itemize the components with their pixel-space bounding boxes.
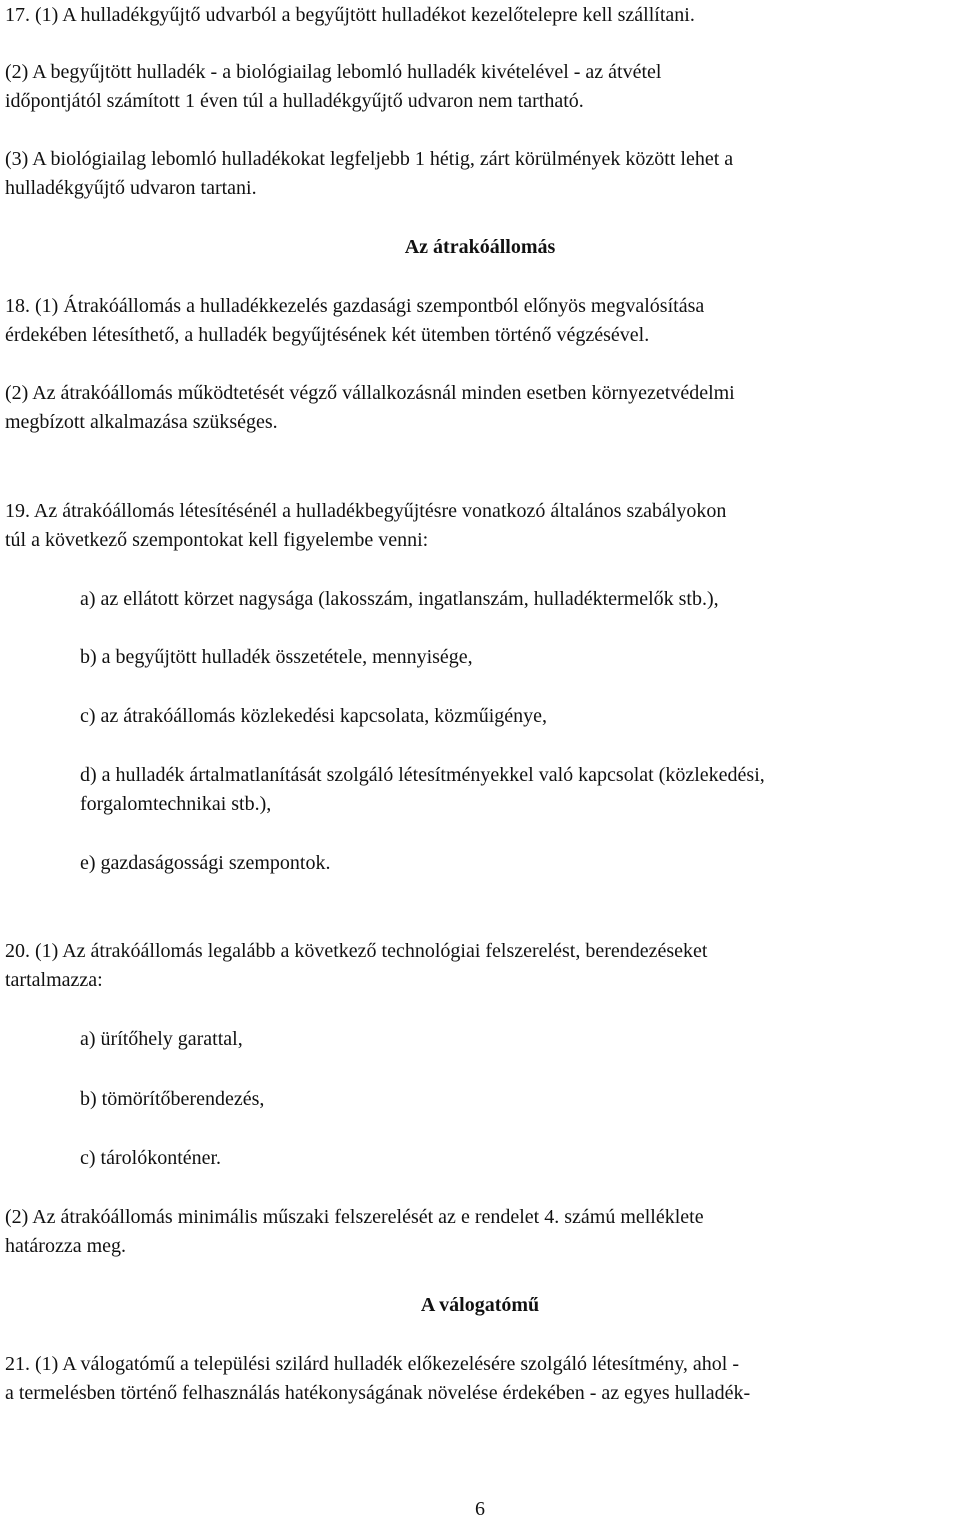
heading-atrakoallomas: Az átrakóállomás [404, 236, 556, 258]
section-19-item-a: a) az ellátott körzet nagysága (lakosszám, ingatlanszám, hulladéktermelők stb.), [80, 588, 719, 610]
section-20-item-b: b) tömörítőberendezés, [80, 1088, 265, 1110]
section-20-intro-line-1: 20. (1) Az átrakóállomás legalább a következő technológiai felszerelést, berendezéseket [5, 940, 708, 962]
page-number: 6 [475, 1498, 485, 1520]
section-21-paragraph-1-line-2: a termelésben történő felhasználás hatékonyságának növelése érdekében - az egyes hulladék- [5, 1382, 751, 1404]
section-19-item-d-line-2: forgalomtechnikai stb.), [80, 793, 272, 815]
section-19-item-c: c) az átrakóállomás közlekedési kapcsolata, közműigénye, [80, 705, 548, 727]
section-17-paragraph-2-line-2: időpontjától számított 1 éven túl a hulladékgyűjtő udvaron nem tartható. [5, 90, 584, 112]
section-17-paragraph-3-line-1: (3) A biológiailag lebomló hulladékokat legfeljebb 1 hétig, zárt körülmények között lehet a [5, 148, 734, 170]
section-19-intro-line-2: túl a következő szempontokat kell figyelembe venni: [5, 529, 429, 551]
section-18-paragraph-1-line-1: 18. (1) Átrakóállomás a hulladékkezelés gazdasági szempontból előnyös megvalósítása [5, 295, 705, 317]
section-19-intro-line-1: 19. Az átrakóállomás létesítésénél a hulladékbegyűjtésre vonatkozó általános szabályokon [5, 500, 727, 522]
section-17-paragraph-1: 17. (1) A hulladékgyűjtő udvarból a begyűjtött hulladékot kezelőtelepre kell szállítani. [5, 4, 695, 26]
section-18-paragraph-1-line-2: érdekében létesíthető, a hulladék begyűjtésének két ütemben történő végzésével. [5, 324, 650, 346]
section-20-intro-line-2: tartalmazza: [5, 969, 103, 991]
section-20-item-a: a) ürítőhely garattal, [80, 1028, 243, 1050]
section-18-paragraph-2-line-1: (2) Az átrakóállomás működtetését végző vállalkozásnál minden esetben környezetvédelmi [5, 382, 735, 404]
section-19-item-e: e) gazdaságossági szempontok. [80, 852, 331, 874]
section-17-paragraph-2-line-1: (2) A begyűjtött hulladék - a biológiailag lebomló hulladék kivételével - az átvétel [5, 61, 662, 83]
heading-valogatomu: A válogatómű [420, 1294, 540, 1316]
section-20-item-c: c) tárolókonténer. [80, 1147, 222, 1169]
section-17-paragraph-3-line-2: hulladékgyűjtő udvaron tartani. [5, 177, 257, 199]
section-19-item-d-line-1: d) a hulladék ártalmatlanítását szolgáló létesítményekkel való kapcsolat (közlekedési, [80, 764, 765, 786]
section-20-paragraph-2-line-2: határozza meg. [5, 1235, 127, 1257]
section-18-paragraph-2-line-2: megbízott alkalmazása szükséges. [5, 411, 278, 433]
section-20-paragraph-2-line-1: (2) Az átrakóállomás minimális műszaki felszerelését az e rendelet 4. számú melléklete [5, 1206, 704, 1228]
section-19-item-b: b) a begyűjtött hulladék összetétele, mennyisége, [80, 646, 473, 668]
section-21-paragraph-1-line-1: 21. (1) A válogatómű a települési szilárd hulladék előkezelésére szolgáló létesítmény, ahol - [5, 1353, 740, 1375]
